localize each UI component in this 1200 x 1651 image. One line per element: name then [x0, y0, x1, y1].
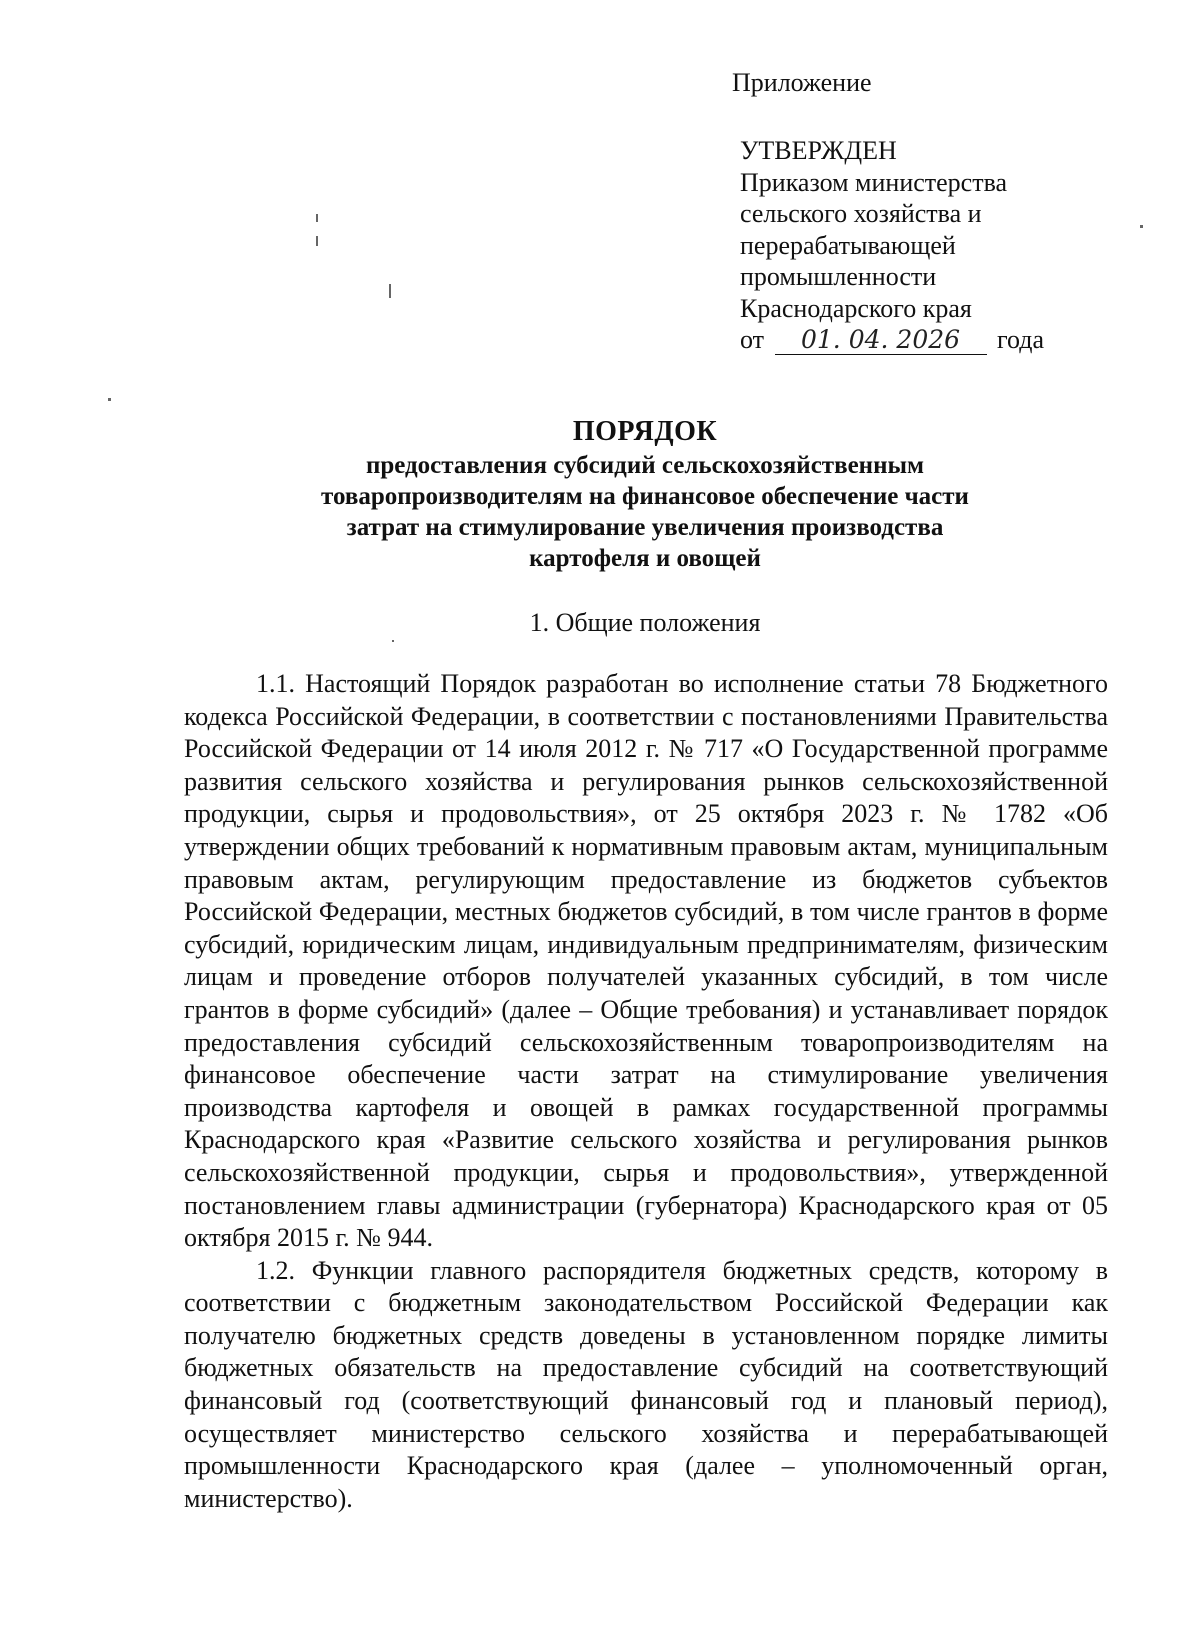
approval-date-line — [740, 324, 1080, 356]
subtitle-line: предоставления субсидий сельскохозяйственным — [365, 452, 925, 479]
scan-speck — [389, 284, 391, 298]
scan-speck — [316, 214, 318, 222]
approval-line: Приказом министерства — [740, 167, 1008, 197]
scan-speck — [1140, 225, 1143, 228]
approval-block — [740, 135, 1080, 356]
approved-label: УТВЕРЖДЕН — [740, 136, 897, 165]
paragraph-1-2: 1.2. Функции главного распорядителя бюджетных средств, которому в соответствии с бюджетным законодательством Российской Федерации как получателю бюджетных средств доведены в установленном порядке лимиты бюджетных обязательств на предоставление субсидий на соответствующий финансовый год (соответствующий финансовый год и плановый период), осуществляет министерство сельского хозяйства и перерабатывающей промышленности Краснодарского края (далее – уполномоченный орган, министерство). — [184, 1255, 1108, 1513]
document-title-block — [180, 414, 1110, 574]
subtitle-line: картофеля и овощей — [529, 545, 761, 572]
approval-line: промышленности — [740, 262, 937, 291]
document-subtitle — [180, 450, 1110, 574]
appendix-label: Приложение — [732, 68, 872, 97]
subtitle-line: затрат на стимулирование увеличения производства — [346, 514, 944, 541]
scan-speck — [108, 398, 111, 401]
handwritten-date: 01. 04. 2026 — [775, 326, 987, 355]
approval-line: сельского хозяйства и — [740, 199, 982, 228]
date-suffix: года — [997, 325, 1045, 354]
scan-speck — [392, 640, 394, 642]
section-heading: 1. Общие положения — [529, 608, 761, 637]
date-prefix: от — [740, 325, 765, 354]
document-title: ПОРЯДОК — [572, 416, 718, 447]
section-body — [184, 668, 1108, 1515]
subtitle-line: товаропроизводителям на финансовое обеспечение части — [321, 483, 969, 510]
approval-line: Краснодарского края — [740, 293, 972, 323]
paragraph-1-1: 1.1. Настоящий Порядок разработан во исполнение статьи 78 Бюджетного кодекса Российской Федерации, в соответствии с постановлениями Правительства Российской Федерации от 14 июля 2012 г. № 717 «О Государственной программе развития сельского хозяйства и регулирования рынков сельскохозяйственной продукции, сырья и продовольствия», от 25 октября 2023 г. № 1782 «Об утверждении общих требований к нормативным правовым актам, муниципальным правовым актам, регулирующим предоставление из бюджетов субъектов Российской Федерации, местных бюджетов субсидий, в том числе грантов в форме субсидий, юридическим лицам, индивидуальным предпринимателям, физическим лицам и проведение отборов получателей указанных субсидий, в том числе грантов в форме субсидий» (далее – Общие требования) и устанавливает порядок предоставления субсидий сельскохозяйственным товаропроизводителям на финансовое обеспечение части затрат на стимулирование увеличения производства картофеля и овощей в рамках государственной программы Краснодарского края «Развитие сельского хозяйства и регулирования рынков сельскохозяйственной продукции, сырья и продовольствия», утвержденной постановлением главы администрации (губернатора) Краснодарского края от 05 октября 2015 г. № 944. — [184, 669, 1108, 1253]
approval-line: перерабатывающей — [740, 230, 956, 260]
scan-speck — [316, 236, 318, 246]
